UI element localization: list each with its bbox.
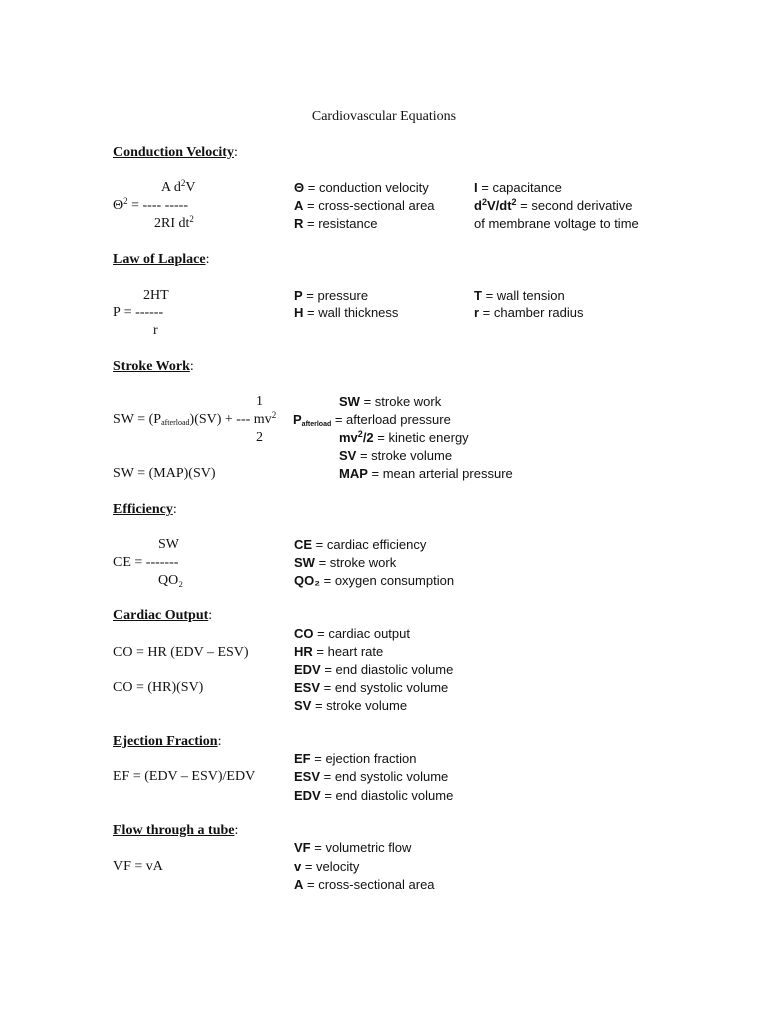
def-end-systolic-volume: ESV = end systolic volume xyxy=(294,680,449,695)
conduction-formula-lhs: $\Theta^2$ = ---- ----- xyxy=(113,196,188,213)
def-resistance: R = resistance xyxy=(294,216,378,231)
stroke-work-frac-numerator: 1 xyxy=(256,394,263,409)
def-pressure: P = pressure xyxy=(294,288,369,303)
cardiac-output-equation-1: CO = HR (EDV – ESV) xyxy=(113,645,249,660)
page-title: Cardiovascular Equations xyxy=(311,109,457,124)
def-cardiac-efficiency: CE = cardiac efficiency xyxy=(294,537,427,552)
def-sw-stroke-work: SW = stroke work xyxy=(339,394,442,409)
def-velocity: v = velocity xyxy=(294,859,360,874)
stroke-work-equation-1: SW = $(P_{afterload})(SV)$ + --- $mv^2$ xyxy=(113,410,277,427)
ejection-fraction-equation: EF = (EDV – ESV)/EDV xyxy=(113,769,256,784)
efficiency-numerator: SW xyxy=(158,537,179,552)
efficiency-denominator: QO₂ xyxy=(158,573,184,588)
laplace-numerator: 2HT xyxy=(143,288,169,303)
def-flow-cross-sectional-area: A = cross-sectional area xyxy=(294,877,435,892)
heading-ejection-fraction: Ejection Fraction: xyxy=(113,734,222,749)
flow-equation: VF = vA xyxy=(113,859,163,874)
heading-conduction-velocity: Conduction Velocity: xyxy=(113,145,238,160)
def-theta: Θ = conduction velocity xyxy=(294,180,429,195)
efficiency-lhs: CE = ------- xyxy=(113,555,179,570)
def-ejection-fraction: EF = ejection fraction xyxy=(294,751,417,766)
laplace-lhs: P = ------ xyxy=(113,305,164,320)
def-efficiency-stroke-work: SW = stroke work xyxy=(294,555,397,570)
heading-cardiac-output: Cardiac Output: xyxy=(113,608,213,623)
laplace-denominator: r xyxy=(153,323,158,338)
def-ef-end-diastolic-volume: EDV = end diastolic volume xyxy=(294,788,454,803)
def-heart-rate: HR = heart rate xyxy=(294,644,384,659)
def-area: A = cross-sectional area xyxy=(294,198,435,213)
heading-stroke-work: Stroke Work: xyxy=(113,359,194,374)
conduction-formula-denominator: 2RI $dt^2$ xyxy=(154,214,194,231)
def-map: MAP = mean arterial pressure xyxy=(339,466,513,481)
def-kinetic-energy: $mv^2/2$ = kinetic energy xyxy=(339,429,469,445)
def-afterload-pressure: $P_{afterload}$ = afterload pressure xyxy=(293,412,451,428)
stroke-work-equation-2: SW = (MAP)(SV) xyxy=(113,466,216,481)
heading-law-of-laplace: Law of Laplace: xyxy=(113,252,210,267)
def-second-derivative-cont: of membrane voltage to time xyxy=(474,216,639,231)
def-wall-thickness: H = wall thickness xyxy=(294,305,399,320)
def-co-stroke-volume: SV = stroke volume xyxy=(294,698,408,713)
cardiac-output-equation-2: CO = (HR)(SV) xyxy=(113,680,204,695)
def-cardiac-output: CO = cardiac output xyxy=(294,626,410,641)
def-ef-end-systolic-volume: ESV = end systolic volume xyxy=(294,769,449,784)
heading-flow-through-tube: Flow through a tube: xyxy=(113,823,239,838)
def-capacitance: I = capacitance xyxy=(474,180,562,195)
def-oxygen-consumption: QO₂ = oxygen consumption xyxy=(294,573,455,588)
conduction-formula-numerator: A $d^2V$ xyxy=(161,178,196,195)
stroke-work-frac-denominator: 2 xyxy=(256,430,263,445)
def-wall-tension: T = wall tension xyxy=(474,288,565,303)
def-volumetric-flow: VF = volumetric flow xyxy=(294,840,412,855)
def-chamber-radius: r = chamber radius xyxy=(474,305,584,320)
heading-efficiency: Efficiency: xyxy=(113,502,177,517)
def-second-derivative: $d^2V/dt^2$ = second derivative xyxy=(474,197,633,213)
def-sv-stroke-volume: SV = stroke volume xyxy=(339,448,453,463)
def-end-diastolic-volume: EDV = end diastolic volume xyxy=(294,662,454,677)
